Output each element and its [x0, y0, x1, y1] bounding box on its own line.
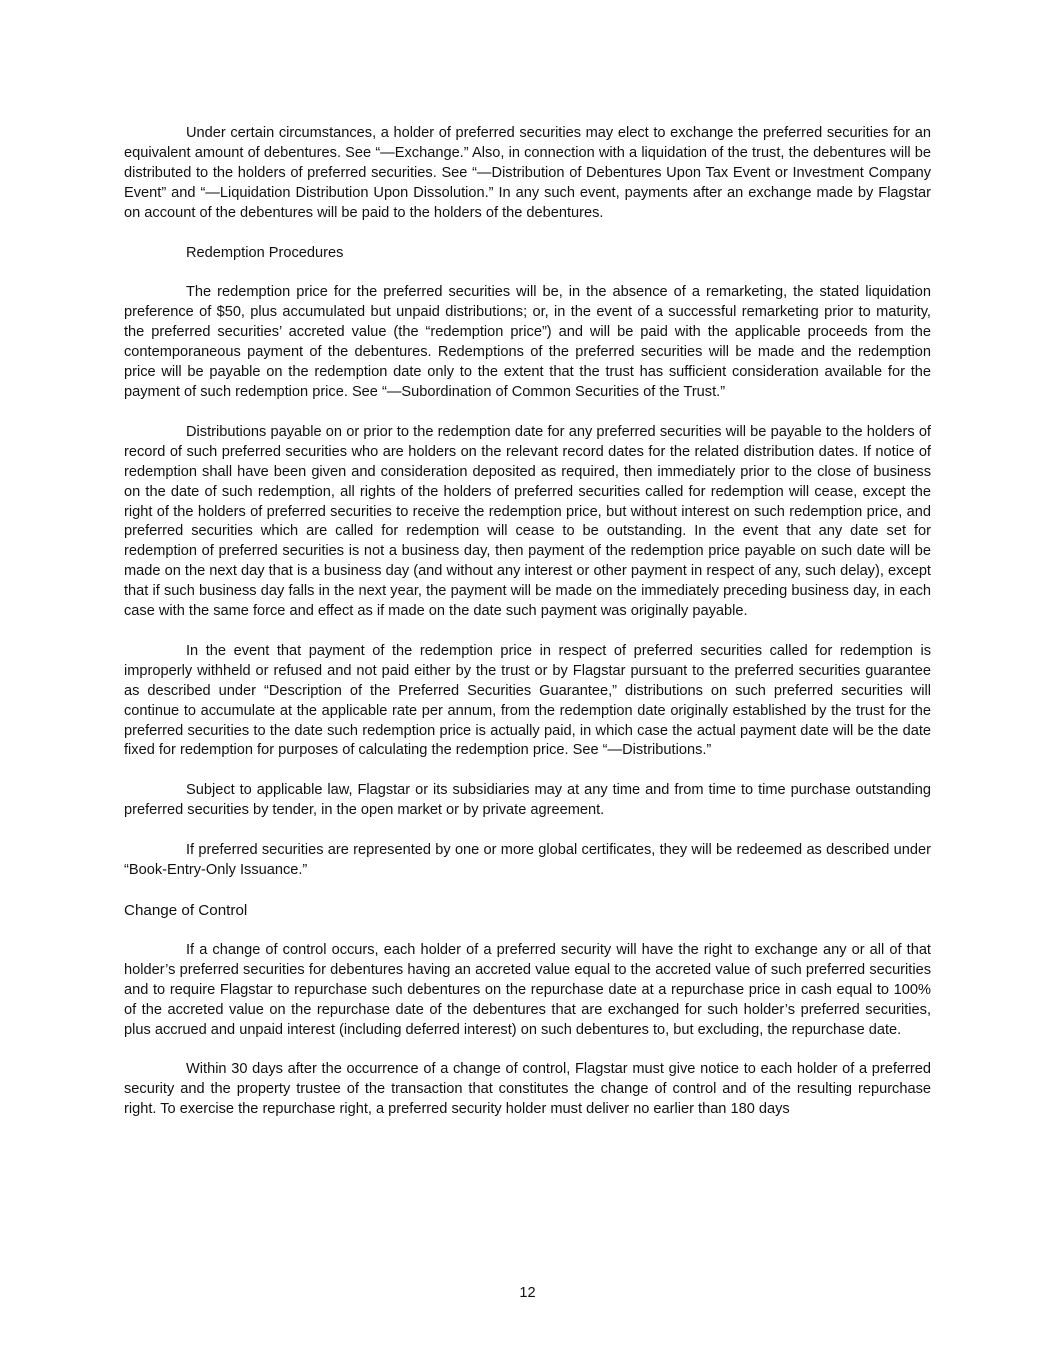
paragraph-payment-withheld: In the event that payment of the redemption price in respect of preferred securities called for redemption is improperly withheld or refused and not paid either by the trust or by Flagstar pursuant to the preferred securities guarantee as described under “Description of the Preferred Securities Guarantee,” distributions on such preferred securities will continue to accumulate at the applicable rate per annum, from the redemption date originally established by the trust for the preferred securities to the date such redemption price is actually paid, in which case the actual payment date will be the date fixed for redemption for purposes of calculating the redemption price. See “—Distributions.”	[124, 642, 931, 759]
paragraph-redemption-price: The redemption price for the preferred securities will be, in the absence of a remarketing, the stated liquidation preference of $50, plus accumulated but unpaid distributions; or, in the event of a successful remarketing prior to maturity, the preferred securities’ accreted value (the “redemption price”) and will be paid with the applicable proceeds from the contemporaneous payment of the debentures. Redemptions of the preferred securities will be made and the redemption price will be payable on the redemption date only to the extent that the trust has sufficient consideration available for the payment of such redemption price. See “—Subordination of Common Securities of the Trust.”	[124, 284, 931, 400]
paragraph-purchase-outstanding: Subject to applicable law, Flagstar or its subsidiaries may at any time and from time to time purchase outstanding preferred securities by tender, in the open market or by private agreement.	[124, 782, 931, 819]
paragraph-change-of-control-right: If a change of control occurs, each holder of a preferred security will have the right to exchange any or all of that holder’s preferred securities for debentures having an accreted value equal to the accreted value of such preferred securities and to require Flagstar to repurchase such debentures on the repurchase date at a repurchase price in cash equal to 100% of the accreted value on the repurchase date of the debentures that are exchanged for such holder’s preferred securities, plus accrued and unpaid interest (including deferred interest) on such debentures to, but excluding, the repurchase date.	[124, 941, 931, 1038]
document-page	[124, 124, 931, 1140]
paragraph-distributions-payable: Distributions payable on or prior to the redemption date for any preferred securities will be payable to the holders of record of such preferred securities who are holders on the relevant record dates for the related distribution dates. If notice of redemption shall have been given and consideration deposited as required, then immediately prior to the close of business on the date of such redemption, all rights of the holders of preferred securities called for redemption will cease, except the right of the holders of preferred securities to receive the redemption price, but without interest on such redemption price, and preferred securities which are called for redemption will cease to be outstanding. In the event that any date set for redemption of preferred securities is not a business day, then payment of the redemption price payable on such date will be made on the next day that is a business day (and without any interest or other payment in respect of any, such delay), except that if such business day falls in the next year, the payment will be made on the immediately preceding business day, in each case with the same force and effect as if made on the date such payment was originally payable.	[124, 423, 931, 620]
section-heading-change-of-control: Change of Control	[124, 902, 248, 919]
paragraph-global-certificates: If preferred securities are represented by one or more global certificates, they will be redeemed as described under “Book-Entry-Only Issuance.”	[124, 842, 931, 879]
page-number: 12	[519, 1285, 536, 1301]
section-heading-redemption-procedures: Redemption Procedures	[186, 244, 344, 261]
paragraph-exchange-liquidation: Under certain circumstances, a holder of preferred securities may elect to exchange the preferred securities for an equivalent amount of debentures. See “—Exchange.” Also, in connection with a liquidation of the trust, the debentures will be distributed to the holders of preferred securities. See “—Distribution of Debentures Upon Tax Event or Investment Company Event” and “—Liquidation Distribution Upon Dissolution.” In any such event, payments after an exchange made by Flagstar on account of the debentures will be paid to the holders of the debentures.	[124, 125, 931, 221]
paragraph-notice-within-30-days: Within 30 days after the occurrence of a change of control, Flagstar must give notice to each holder of a preferred security and the property trustee of the transaction that constitutes the change of control and of the resulting repurchase right. To exercise the repurchase right, a preferred security holder must deliver no earlier than 180 days	[124, 1061, 931, 1118]
